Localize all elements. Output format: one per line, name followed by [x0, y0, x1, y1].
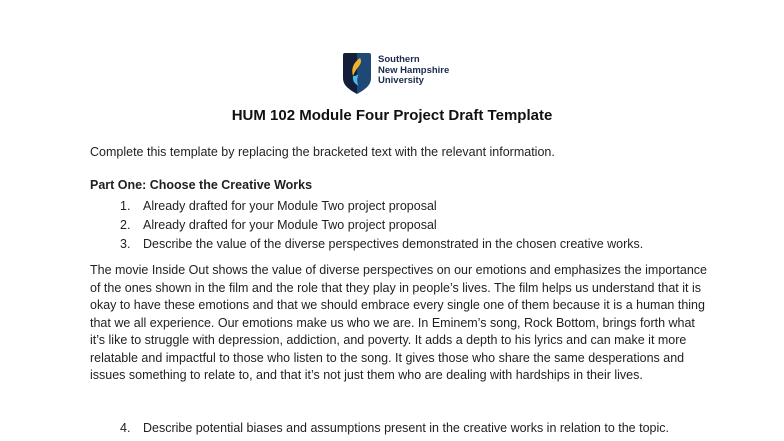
university-wordmark [378, 52, 449, 87]
list-item [90, 419, 730, 438]
university-logo [342, 52, 449, 100]
document-title: HUM 102 Module Four Project Draft Template [231, 107, 553, 124]
wordmark-line: New Hampshire [378, 64, 450, 76]
list-item-number: 4. [120, 421, 131, 435]
body-paragraph: The movie Inside Out shows the value of diverse perspectives on our emotions and emphasizes the importance of the ones shown in the film and the role that they play in people’s lives. The film helps us understand that it is okay to have these emotions and that we should embrace every single one of them because it is a human thing that we all experience. Our emotions make us who we are. In Eminem’s song, Rock Bottom, brings forth what it’s like to struggle with depression, addiction, and poverty. It adds a depth to his lyrics and can make it more relatable and impactful to those who listen to the song. It gives those who share the same desperations and issues something to relate to, and that it’s not just them who are dealing with hardships in their lives. [90, 263, 707, 382]
list-item [90, 197, 720, 216]
snhu-shield-icon [342, 52, 372, 100]
list-item [90, 216, 720, 235]
wordmark-line: University [378, 75, 424, 86]
list-item-number: 2. [120, 218, 131, 232]
part-one-heading: Part One: Choose the Creative Works [90, 178, 313, 192]
list-item-text: Already drafted for your Module Two project proposal [143, 199, 437, 213]
wordmark-line: Southern [378, 54, 420, 65]
numbered-list-continued [90, 419, 730, 438]
list-item-text: Describe potential biases and assumptions present in the creative works in relation to the topic. [143, 421, 669, 435]
list-item-number: 1. [120, 199, 131, 213]
numbered-list [90, 197, 720, 254]
intro-text: Complete this template by replacing the bracketed text with the relevant information. [90, 145, 555, 159]
list-item [90, 235, 720, 254]
list-item-text: Already drafted for your Module Two project proposal [143, 218, 437, 232]
list-item-text: Describe the value of the diverse perspectives demonstrated in the chosen creative works. [143, 237, 644, 251]
list-item-number: 3. [120, 237, 131, 251]
